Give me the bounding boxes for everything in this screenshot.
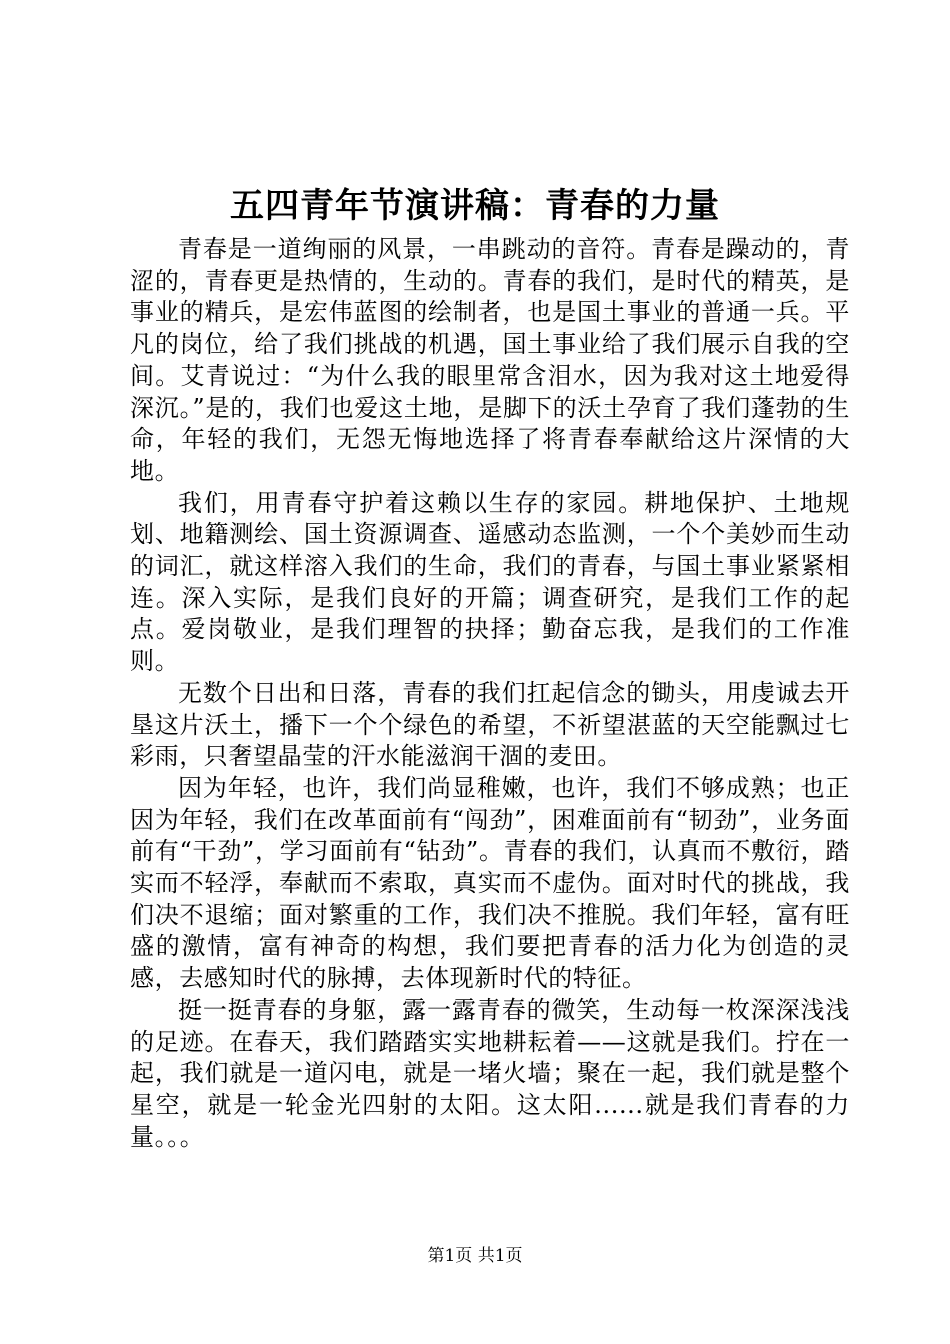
document-body — [130, 234, 850, 1153]
paragraph-1: 青春是一道绚丽的风景，一串跳动的音符。青春是躁动的，青涩的，青春更是热情的，生动的。青春的我们，是时代的精英，是事业的精兵，是宏伟蓝图的绘制者，也是国土事业的普通一兵。平凡的岗位，给了我们挑战的机遇，国土事业给了我们展示自我的空间。艾青说过：“为什么我的眼里常含泪水，因为我对这土地爱得深沉。”是的，我们也爱这土地，是脚下的沃土孕育了我们蓬勃的生命，年轻的我们，无怨无悔地选择了将青春奉献给这片深情的大地。 — [130, 235, 850, 485]
paragraph-2: 我们，用青春守护着这赖以生存的家园。耕地保护、土地规划、地籍测绘、国土资源调查、遥感动态监测，一个个美妙而生动的词汇，就这样溶入我们的生命，我们的青春，与国土事业紧紧相连。深入实际，是我们良好的开篇；调查研究，是我们工作的起点。爱岗敬业，是我们理智的抉择；勤奋忘我，是我们的工作准则。 — [130, 488, 850, 676]
page-footer: 第1页 共1页 — [427, 1246, 523, 1266]
paragraph-4: 因为年轻，也许，我们尚显稚嫩，也许，我们不够成熟；也正因为年轻，我们在改革面前有“闯劲”，困难面前有“韧劲”，业务面前有“干劲”，学习面前有“钻劲”。青春的我们，认真而不敷衍，踏实而不轻浮，奉献而不索取，真实而不虚伪。面对时代的挑战，我们决不退缩；面对繁重的工作，我们决不推脱。我们年轻，富有旺盛的激情，富有神奇的构想，我们要把青春的活力化为创造的灵感，去感知时代的脉搏，去体现新时代的特征。 — [130, 773, 850, 993]
paragraph-5: 挺一挺青春的身躯，露一露青春的微笑，生动每一枚深深浅浅的足迹。在春天，我们踏踏实实地耕耘着——这就是我们。拧在一起，我们就是一道闪电，就是一堵火墙；聚在一起，我们就是整个星空，就是一轮金光四射的太阳。这太阳......就是我们青春的力量。。。 — [130, 995, 850, 1151]
paragraph-3: 无数个日出和日落，青春的我们扛起信念的锄头，用虔诚去开垦这片沃土，播下一个个绿色的希望，不祈望湛蓝的天空能飘过七彩雨，只奢望晶莹的汗水能滋润干涸的麦田。 — [130, 678, 850, 771]
document-title: 五四青年节演讲稿：青春的力量 — [230, 186, 720, 226]
